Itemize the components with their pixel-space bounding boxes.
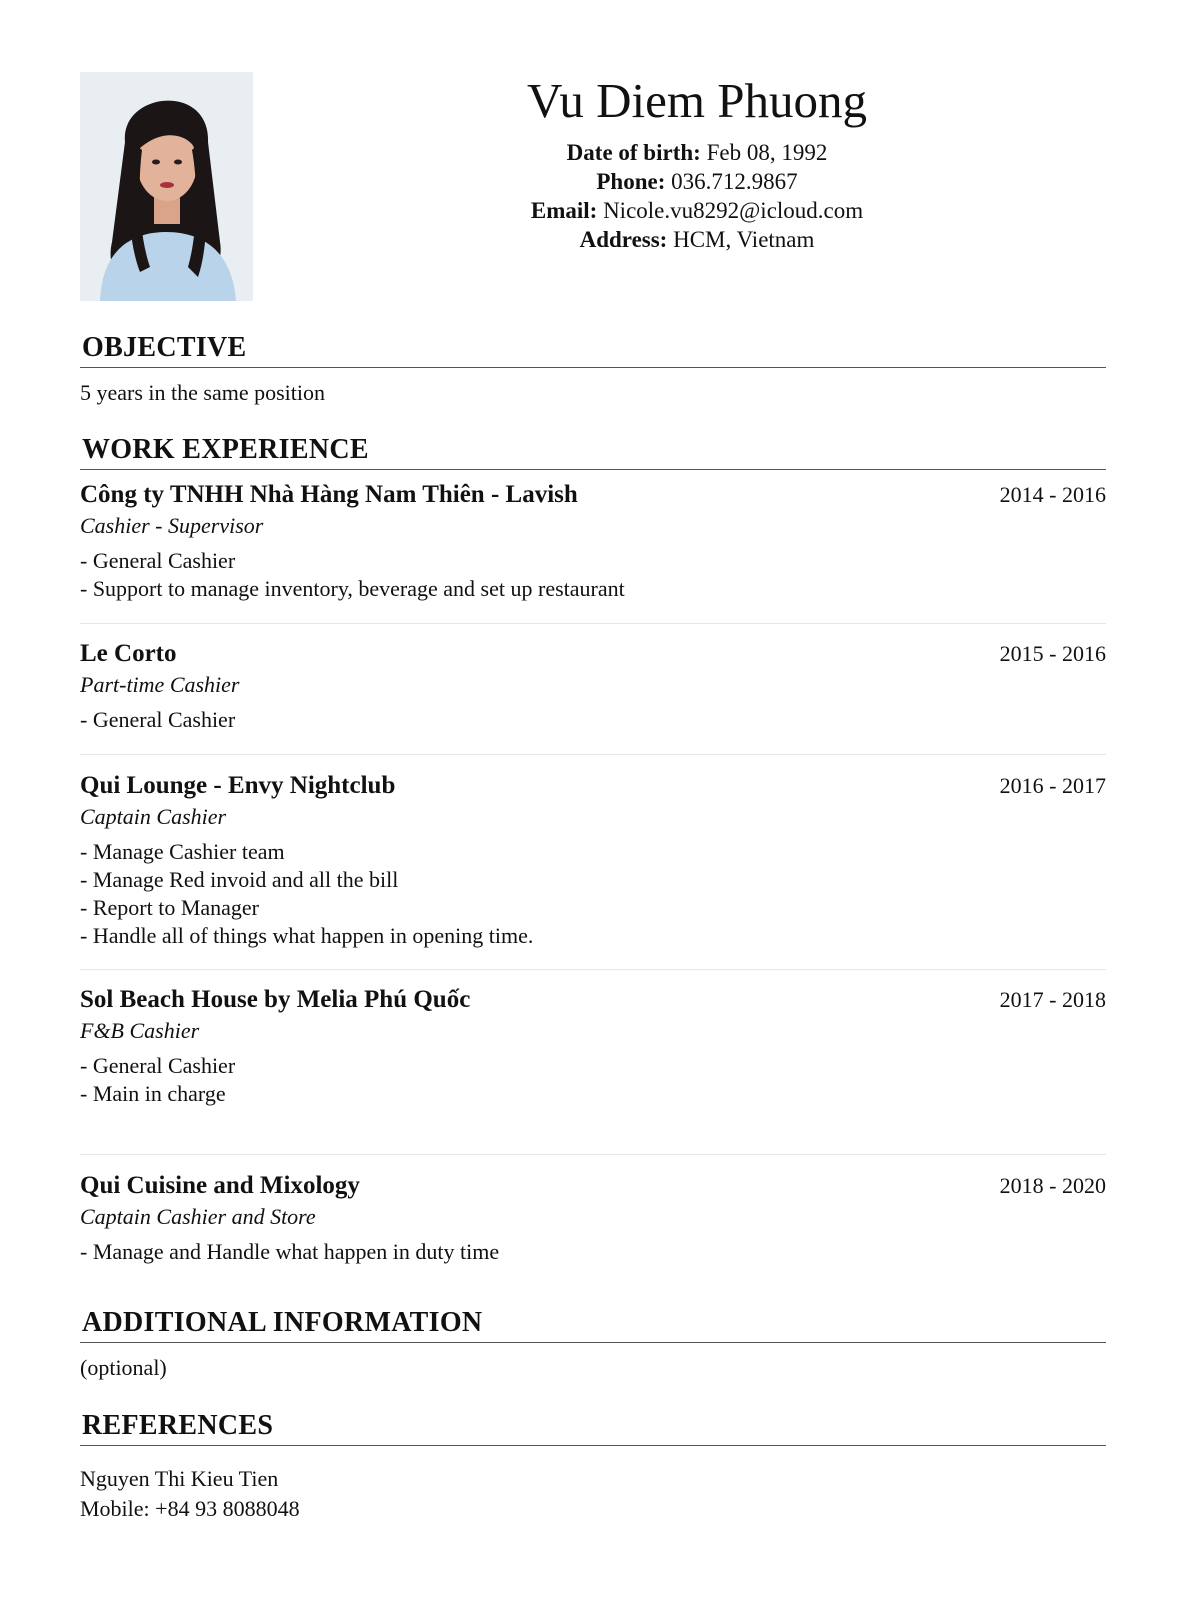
- duty-item: - Report to Manager: [80, 895, 259, 920]
- candidate-name: Vu Diem Phuong: [526, 73, 868, 128]
- job-role: Part-time Cashier: [80, 672, 240, 697]
- duty-item: - Handle all of things what happen in opening time.: [80, 923, 534, 948]
- job-company: Qui Lounge - Envy Nightclub: [80, 772, 396, 799]
- job-company: Công ty TNHH Nhà Hàng Nam Thiên - Lavish: [80, 481, 578, 508]
- job-role: F&B Cashier: [80, 1018, 200, 1043]
- section-title-additional-information: ADDITIONAL INFORMATION: [80, 1305, 1106, 1343]
- section-title-work-experience: WORK EXPERIENCE: [80, 432, 1106, 470]
- job-entry: [80, 1170, 1106, 1280]
- job-duties: [80, 706, 1106, 734]
- portrait-illustration: [80, 72, 253, 301]
- job-duties: [80, 547, 1106, 603]
- job-entry: [80, 638, 1106, 755]
- work-experience-section: [80, 432, 1106, 470]
- dob-line: [452, 138, 942, 167]
- dob-label: Date of birth:: [566, 140, 701, 165]
- contact-header: [452, 68, 942, 254]
- job-period: 2018 - 2020: [999, 1173, 1106, 1198]
- job-duties: [80, 1238, 1106, 1266]
- phone-value: 036.712.9867: [671, 169, 798, 194]
- objective-section: [80, 330, 1106, 408]
- job-duties: [80, 838, 1106, 950]
- duty-item: - General Cashier: [80, 1053, 236, 1078]
- duty-item: - Support to manage inventory, beverage and set up restaurant: [80, 576, 625, 601]
- job-entry: [80, 479, 1106, 624]
- job-company: Le Corto: [80, 640, 177, 667]
- job-role: Captain Cashier: [80, 804, 227, 829]
- duty-item: - Manage Cashier team: [80, 839, 285, 864]
- objective-text: 5 years in the same position: [80, 380, 326, 405]
- job-role: Cashier - Supervisor: [80, 513, 264, 538]
- email-line: [452, 196, 942, 225]
- duty-item: - Manage Red invoid and all the bill: [80, 867, 399, 892]
- email-label: Email:: [530, 198, 598, 223]
- duty-item: - Main in charge: [80, 1081, 226, 1106]
- reference-mobile: Mobile: +84 93 8088048: [80, 1496, 300, 1521]
- job-company: Qui Cuisine and Mixology: [80, 1172, 360, 1199]
- email-value: Nicole.vu8292@icloud.com: [603, 198, 864, 223]
- duty-item: - Manage and Handle what happen in duty time: [80, 1239, 500, 1264]
- phone-label: Phone:: [596, 169, 666, 194]
- address-label: Address:: [579, 227, 668, 252]
- phone-line: [452, 167, 942, 196]
- job-period: 2017 - 2018: [999, 987, 1106, 1012]
- job-entry: [80, 770, 1106, 970]
- profile-photo: [80, 72, 253, 301]
- section-title-objective: OBJECTIVE: [80, 330, 1106, 368]
- job-period: 2016 - 2017: [999, 773, 1106, 798]
- references-section: [80, 1408, 1106, 1524]
- address-line: [452, 225, 942, 254]
- job-duties: [80, 1052, 1106, 1108]
- job-company: Sol Beach House by Melia Phú Quốc: [80, 986, 471, 1013]
- reference-name: Nguyen Thi Kieu Tien: [80, 1466, 279, 1491]
- section-title-references: REFERENCES: [80, 1408, 1106, 1446]
- duty-item: - General Cashier: [80, 548, 236, 573]
- job-role: Captain Cashier and Store: [80, 1204, 316, 1229]
- address-value: HCM, Vietnam: [673, 227, 815, 252]
- job-period: 2015 - 2016: [999, 641, 1106, 666]
- duty-item: - General Cashier: [80, 707, 236, 732]
- job-period: 2014 - 2016: [999, 482, 1106, 507]
- dob-value: Feb 08, 1992: [706, 140, 828, 165]
- job-entry: [80, 984, 1106, 1155]
- additional-information-section: [80, 1305, 1106, 1383]
- additional-text: (optional): [80, 1355, 167, 1380]
